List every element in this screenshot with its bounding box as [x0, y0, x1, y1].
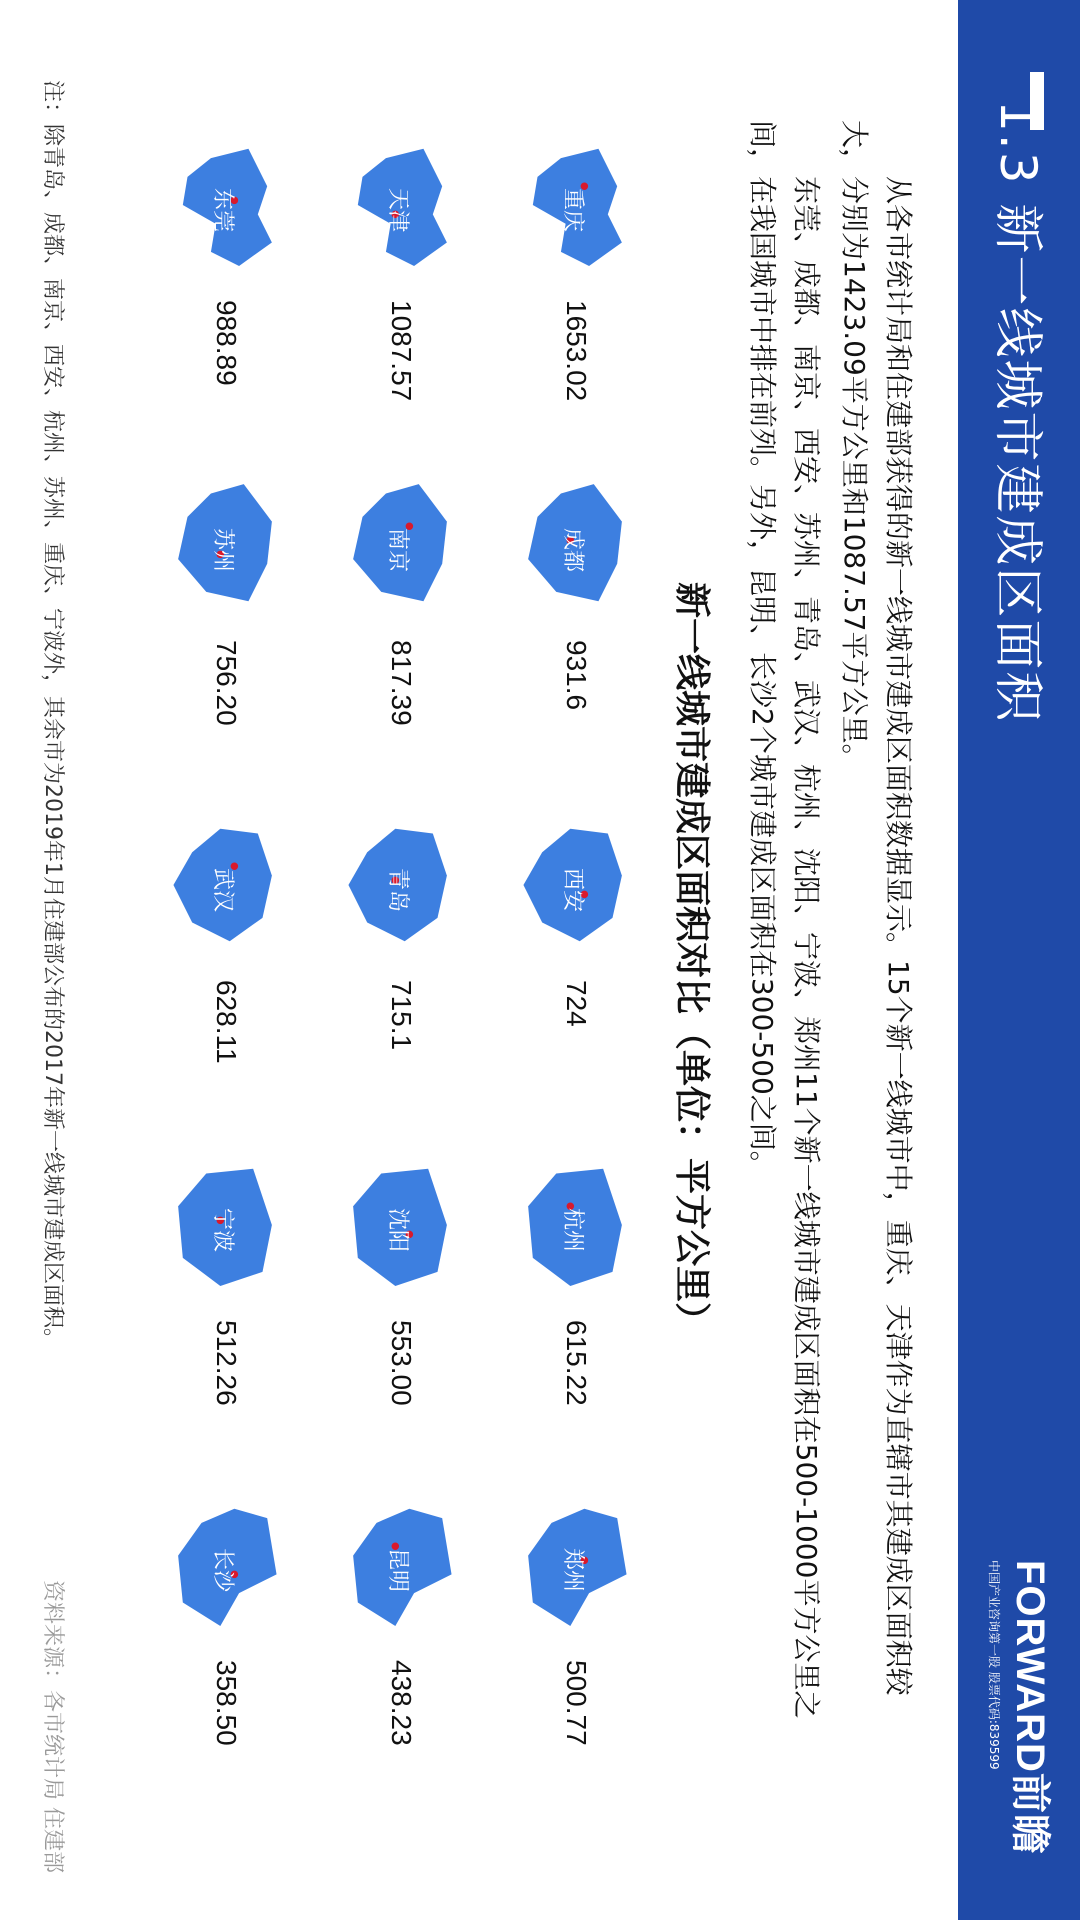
city-item [315, 130, 465, 430]
city-area-value: 817.39 [386, 640, 417, 726]
city-area-value: 931.6 [561, 640, 592, 711]
city-item [315, 810, 465, 1110]
city-item [140, 810, 290, 1110]
city-item [140, 1150, 290, 1450]
source-note: 资料来源：各市统计局 住建部 [40, 1580, 65, 1873]
city-label: 南京 [385, 527, 410, 572]
city-area-value: 512.26 [211, 1320, 242, 1406]
city-label: 重庆 [560, 187, 585, 232]
city-label: 昆明 [385, 1547, 410, 1592]
city-label: 成都 [560, 527, 585, 572]
city-label: 苏州 [210, 527, 235, 572]
city-area-value: 715.1 [386, 980, 417, 1051]
city-area-value: 438.23 [386, 1660, 417, 1746]
city-item [140, 1490, 290, 1790]
city-item [490, 470, 640, 770]
city-label: 宁波 [210, 1207, 235, 1252]
logo-brand: FORWARD前瞻 [1008, 1560, 1052, 1855]
intro-paragraph-1: 从各市统计局和住建部获得的新一线城市建成区面积数据显示。15个新一线城市中，重庆、天津作为直辖市其建成区面积较大，分别为1423.09平方公里和1087.57平方公里。 [838, 120, 915, 1696]
city-item [490, 130, 640, 430]
city-label: 天津 [385, 187, 410, 232]
city-item [140, 130, 290, 430]
city-label: 长沙 [210, 1547, 235, 1592]
city-item [315, 1490, 465, 1790]
city-label: 武汉 [210, 867, 235, 912]
city-label: 杭州 [560, 1207, 585, 1252]
city-label: 青岛 [385, 867, 410, 912]
city-area-value: 1653.02 [561, 300, 592, 402]
chart-title: 新一线城市建成区面积对比（单位：平方公里） [671, 581, 712, 1338]
city-label: 西安 [560, 867, 585, 912]
page-title: 1.3 新一线城市建成区面积 [989, 100, 1047, 724]
city-area-value: 615.22 [561, 1320, 592, 1406]
city-area-value: 358.50 [211, 1660, 242, 1746]
city-item [315, 470, 465, 770]
city-label: 沈阳 [385, 1207, 410, 1252]
city-label: 郑州 [560, 1547, 585, 1592]
city-area-value: 988.89 [211, 300, 242, 386]
city-area-value: 553.00 [386, 1320, 417, 1406]
city-item [490, 1150, 640, 1450]
city-area-value: 756.20 [211, 640, 242, 726]
city-area-value: 1087.57 [386, 300, 417, 402]
city-area-value: 628.11 [211, 980, 242, 1064]
city-item [315, 1150, 465, 1450]
city-item [490, 1490, 640, 1790]
city-item [490, 810, 640, 1110]
city-area-value: 500.77 [561, 1660, 592, 1746]
logo-tagline: 中国产业咨询第一股 股票代码:839599 [987, 1560, 1001, 1770]
intro-paragraph-2: 东莞、成都、南京、西安、苏州、青岛、武汉、杭州、沈阳、宁波、郑州11个新一线城市建成区面积在500-1000平方公里之间，在我国城市中排在前列。另外，昆明、长沙2个城市建成区面积在300-500之间。 [746, 120, 823, 1719]
city-item [140, 470, 290, 770]
footnote: 注：除青岛、成都、南京、西安、杭州、苏州、重庆、宁波外，其余市为2019年1月住建部公布的2017年新一线城市建成区面积。 [40, 80, 65, 1350]
city-label: 东莞 [210, 187, 235, 232]
city-area-value: 724 [561, 980, 592, 1027]
